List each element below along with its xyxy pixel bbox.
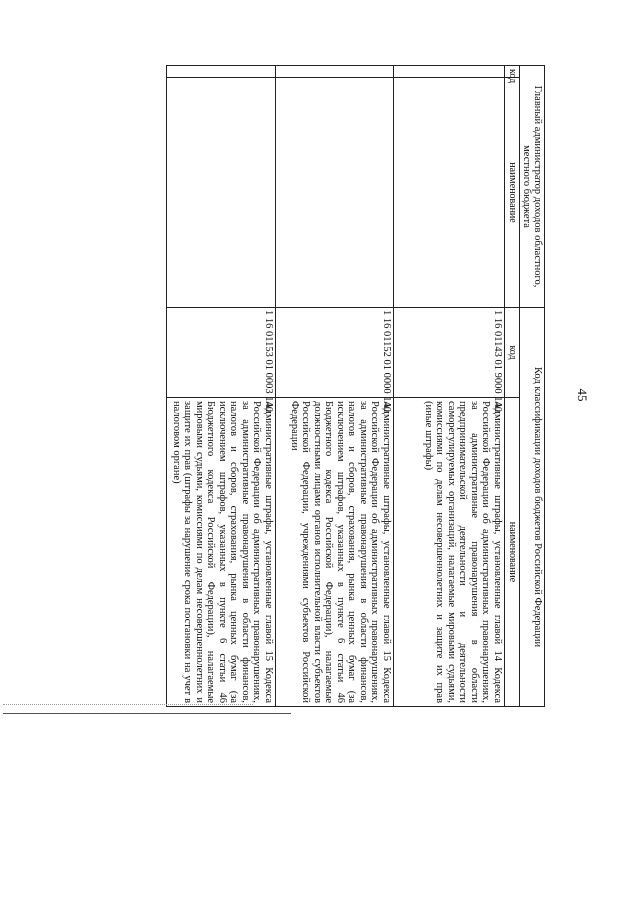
class-name-header: наименование: [505, 398, 520, 707]
classification-table: [166, 65, 545, 707]
table-group-header-row: [520, 66, 545, 707]
table-rotator: [143, 65, 545, 706]
class-code-cell: 1 16 01143 01 9000 140: [394, 308, 505, 398]
scan-artifact-dotted-line: [3, 704, 253, 705]
table-row: [167, 66, 276, 707]
class-code-cell: 1 16 01153 01 0003 140: [167, 308, 276, 398]
admin-name-cell: [167, 78, 276, 308]
table-sub-header-row: [505, 66, 520, 707]
classification-group-header: Код классификации доходов бюджетов Российской Федерации: [520, 308, 545, 707]
table-row: [394, 66, 505, 707]
admin-group-header: Главный администратор доходов областного, местного бюджета: [520, 66, 545, 308]
admin-code-cell: [394, 66, 505, 78]
admin-name-cell: [276, 78, 394, 308]
admin-name-header: наименование: [505, 78, 520, 308]
class-name-cell: Административные штрафы, установленные главой 14 Кодекса Российской Федерации об административных правонарушениях, за административные правонарушения в области предпринимательской деятельности и деятельности саморегулируемых организаций, налагаемые мировыми судьями, комиссиями по делам несовершеннолетних и защите их прав (иные штрафы): [394, 398, 505, 707]
class-name-cell: Административные штрафы, установленные главой 15 Кодекса Российской Федерации об административных правонарушениях, за административные правонарушения в области финансов, налогов и сборов, страхования, рынка ценных бумаг (за исключением штрафов, указанных в пункте 6 статьи 46 Бюджетного кодекса Российской Федерации), налагаемые должностными лицами органов исполнительной власти субъектов Российской Федерации, учреждениями субъектов Российской Федерации: [276, 398, 394, 707]
page-number: 45: [575, 388, 590, 402]
class-code-cell: 1 16 01152 01 0000 140: [276, 308, 394, 398]
class-code-header: код: [505, 308, 520, 398]
class-name-cell: Административные штрафы, установленные главой 15 Кодекса Российской Федерации об административных правонарушениях, за административные правонарушения в области финансов, налогов и сборов, страхования, рынка ценных бумаг (за исключением штрафов, указанных в пункте 6 статьи 46 Бюджетного кодекса Российской Федерации), налагаемые мировыми судьями, комиссиями по делам несовершеннолетних и защите их прав (штрафы за нарушение срока постановки на учет в налоговом органе): [167, 398, 276, 707]
admin-code-header: код: [505, 66, 520, 78]
revenue-classification-table: [143, 65, 545, 706]
admin-name-cell: [394, 78, 505, 308]
admin-code-cell: [276, 66, 394, 78]
admin-code-cell: [167, 66, 276, 78]
scan-artifact-line: [3, 713, 291, 714]
table-row: [276, 66, 394, 707]
